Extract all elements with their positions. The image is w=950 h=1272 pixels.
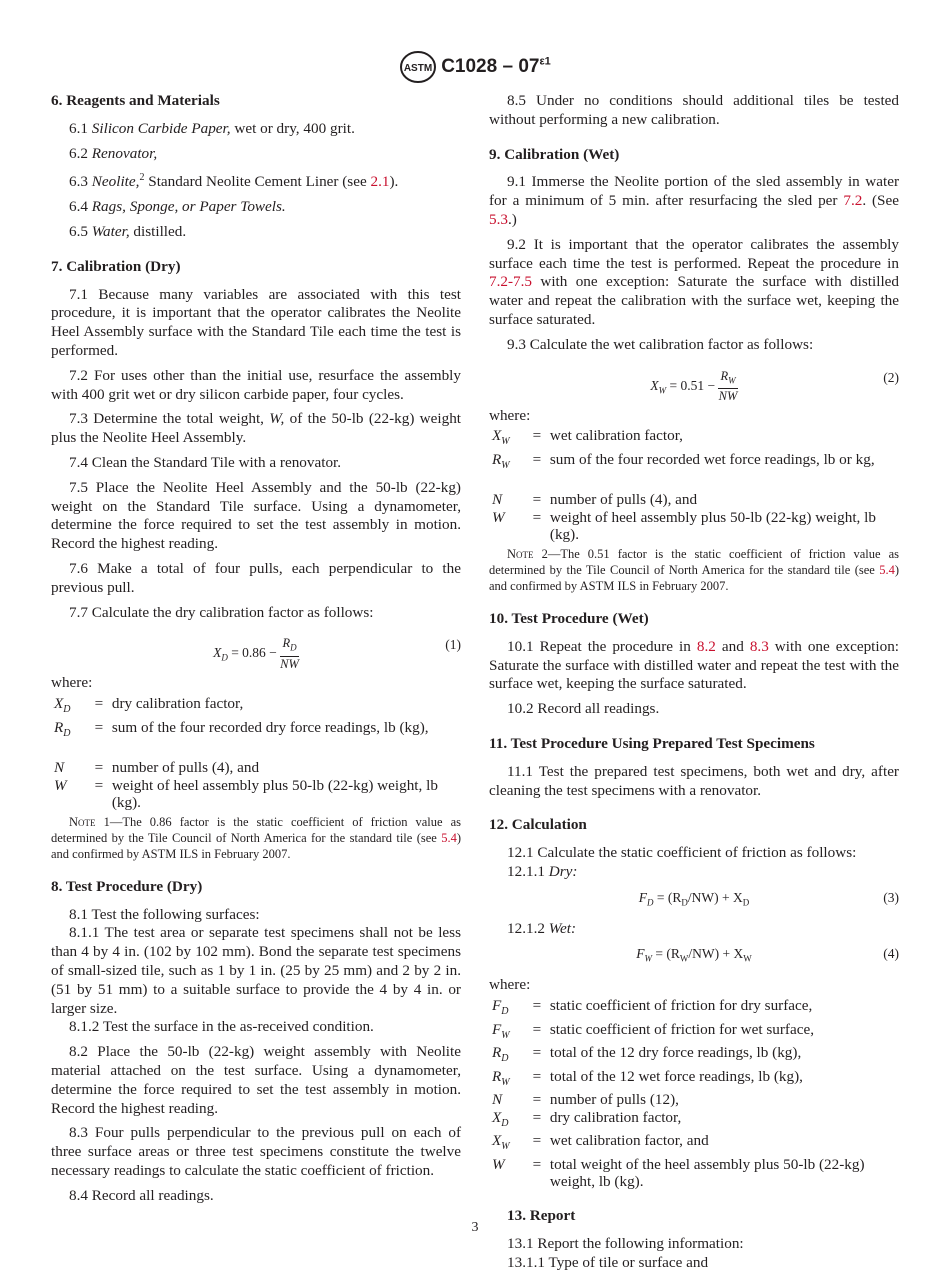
para-8-1-1: 8.1.1 The test area or separate test specimens shall not be less than 4 by 4 in. (102 by 102 mm). Bond the separate test specimens of small-sized tile, such as 1 by 1 in. (25 by 25 mm) and 2 by 2 in. (51 by 51 mm) to a suitable surface to provide the 4 by 4 in. or larger size. xyxy=(51,924,461,1017)
document-designation: $C1028 - 07^{\varepsilon 1}$ xyxy=(441,55,551,78)
para-13-1: 13.1 Report the following information: xyxy=(507,1234,744,1252)
para-7-3: 7.3 Determine the total weight, W, of the 50-lb (22-kg) weight plus the Neolite Heel Assembly. xyxy=(51,410,462,447)
item-6-3: 6.3 Neolite,$^2$ Standard Neolite Cement Liner (see 2.1). xyxy=(69,172,399,191)
equation-2-number: (2) xyxy=(883,369,899,385)
ref-7-2-link[interactable]: 7.2 xyxy=(843,192,863,210)
ref-8-2-link[interactable]: 8.2 xyxy=(696,637,716,655)
where-label-3: where: xyxy=(489,976,531,994)
symbol-row: $F_W$ = static coefficient of friction for wet surface, xyxy=(492,1020,815,1041)
para-7-6: 7.6 Make a total of four pulls, each perpendicular to the previous pull. xyxy=(51,560,461,596)
ref-5-3-link[interactable]: 5.3 xyxy=(489,210,508,228)
where-label-2: where: xyxy=(489,406,531,424)
ref-7-2-7-5-link[interactable]: 7.2-7.5 xyxy=(489,273,533,291)
symbol-row: W = weight of heel assembly plus 50-lb (22-kg) weight, lb (kg). xyxy=(54,776,438,812)
item-6-4: 6.4 Rags, Sponge, or Paper Towels. xyxy=(69,198,286,216)
para-9-2: 9.2 It is important that the operator calibrates the assembly surface each time the test is performed. Repeat the procedure in 7.2-7.5 with one exception: Saturate the surface with distilled water and repeat the calibration with the surface wet, keeping the surface saturated. xyxy=(489,235,899,328)
equation-1-number: (1) xyxy=(445,637,461,653)
right-column xyxy=(489,92,899,1272)
para-8-1-2: 8.1.2 Test the surface in the as-received condition. xyxy=(69,1018,374,1036)
symbol-row: N = number of pulls (12), xyxy=(492,1091,679,1109)
ref-8-3-link[interactable]: 8.3 xyxy=(749,637,769,655)
symbol-row: $R_W$ = total of the 12 wet force readings, lb (kg), xyxy=(492,1067,803,1088)
para-12-1: 12.1 Calculate the static coefficient of friction as follows: xyxy=(507,844,857,862)
section-9-title: 9. Calibration (Wet) xyxy=(489,145,620,163)
note-2: Note 2—The 0.51 factor is the static coefficient of friction value as determined by the Tile Council of North America for the standard tile (see 5.4) and confirmed by ASTM ILS in February 2007. xyxy=(489,546,899,593)
section-7-title: 7. Calibration (Dry) xyxy=(51,257,181,275)
para-9-3: 9.3 Calculate the wet calibration factor as follows: xyxy=(507,335,814,353)
section-11-title: 11. Test Procedure Using Prepared Test Specimens xyxy=(489,734,815,752)
symbol-row: W = total weight of the heel assembly plus 50-lb (22-kg) weight, lb (kg). xyxy=(492,1155,865,1191)
equation-3-number: (3) xyxy=(883,889,899,905)
equation-4-number: (4) xyxy=(883,946,899,962)
ref-2-1-link[interactable]: 2.1 xyxy=(370,173,390,191)
para-10-1: 10.1 Repeat the procedure in 8.2 and 8.3 with one exception: Saturate the surface with distilled water and repeat the test with the surface wet, keeping the surface saturated. xyxy=(489,637,900,693)
svg-text:ASTM: ASTM xyxy=(404,63,433,74)
where-label-1: where: xyxy=(51,674,93,692)
ref-5-4-link[interactable]: 5.4 xyxy=(441,830,457,845)
para-8-4: 8.4 Record all readings. xyxy=(69,1186,214,1204)
note-1: Note 1—The 0.86 factor is the static coefficient of friction value as determined by the Tile Council of North America for the standard tile (see 5.4) and confirmed by ASTM ILS in February 2007. xyxy=(51,814,461,861)
symbol-row: W = weight of heel assembly plus 50-lb (22-kg) weight, lb (kg). xyxy=(492,508,876,544)
para-7-2: 7.2 For uses other than the initial use, resurface the assembly with 400 grit wet or dry silicon carbide paper, four cycles. xyxy=(51,366,461,403)
para-7-1: 7.1 Because many variables are associated with this test procedure, it is important that the operator calibrates the Neolite Heel Assembly surface with the Standard Tile each time the test is performed. xyxy=(51,285,461,360)
symbol-row: N = number of pulls (4), and xyxy=(492,491,698,509)
page-header xyxy=(0,50,950,84)
section-8-title: 8. Test Procedure (Dry) xyxy=(51,877,203,895)
para-13-1-1: 13.1.1 Type of tile or surface and xyxy=(507,1253,709,1271)
section-13-title: 13. Report xyxy=(507,1206,576,1224)
symbol-row: $X_W$ = wet calibration factor, xyxy=(492,427,683,448)
symbol-row: $R_D$ = sum of the four recorded dry force readings, lb (kg), xyxy=(54,718,429,739)
astm-logo-icon xyxy=(399,50,437,84)
ref-5-4-link[interactable]: 5.4 xyxy=(879,562,895,577)
equation-3: $F_D = (R_D/NW) + X_D$ (3) xyxy=(638,889,899,908)
para-11-1: 11.1 Test the prepared test specimens, both wet and dry, after cleaning the test specimens with a renovator. xyxy=(489,762,899,799)
para-12-1-2: 12.1.2 Wet: xyxy=(507,919,577,937)
symbol-row: $R_D$ = total of the 12 dry force readings, lb (kg), xyxy=(492,1044,802,1065)
item-6-5: 6.5 Water, distilled. xyxy=(69,223,187,241)
equation-4: $F_W = (R_W/NW) + X_W$ (4) xyxy=(636,946,899,965)
equation-1: $X_D = 0.86$ − $\frac{R_D}{NW}$ (1) xyxy=(213,636,461,671)
para-8-2: 8.2 Place the 50-lb (22-kg) weight assembly with Neolite material attached on the test surface. Using a dynamometer, determine the force required to set the test assembly in motion. Record the highest reading. xyxy=(51,1043,461,1117)
para-8-3: 8.3 Four pulls perpendicular to the previous pull on each of three surface areas or three test specimens constitute the twelve necessary readings to calculate the static coefficient of friction. xyxy=(51,1124,461,1179)
section-12-title: 12. Calculation xyxy=(489,816,587,834)
page-number: 3 xyxy=(471,1220,479,1235)
left-column xyxy=(51,92,461,1212)
equation-2: $X_W = 0.51$ − $\frac{R_W}{NW}$ (2) xyxy=(650,368,899,404)
symbol-row: $X_D$ = dry calibration factor, xyxy=(492,1108,682,1129)
symbol-list-3 xyxy=(492,997,899,1191)
para-12-1-1: 12.1.1 Dry: xyxy=(507,862,578,880)
para-7-4: 7.4 Clean the Standard Tile with a renovator. xyxy=(69,454,342,472)
symbol-row: $R_W$ = sum of the four recorded wet force readings, lb or kg, xyxy=(492,450,875,471)
item-6-1: 6.1 Silicon Carbide Paper, wet or dry, 400 grit. xyxy=(69,119,355,137)
symbol-row: N = number of pulls (4), and xyxy=(54,759,260,777)
symbol-list-2 xyxy=(492,427,899,544)
para-10-2: 10.2 Record all readings. xyxy=(507,700,660,718)
para-8-5: 8.5 Under no conditions should additional tiles be tested without performing a new calibration. xyxy=(489,92,899,128)
section-6-title: 6. Reagents and Materials xyxy=(51,92,220,109)
symbol-row: $F_D$ = static coefficient of friction for dry surface, xyxy=(492,997,813,1018)
item-6-2: 6.2 Renovator, xyxy=(69,144,158,162)
para-9-1: 9.1 Immerse the Neolite portion of the sled assembly in water for a minimum of 5 min. after resurfacing the sled per 7.2. (See 5.3.) xyxy=(489,173,899,228)
symbol-row: $X_D$ = dry calibration factor, xyxy=(54,695,244,716)
section-10-title: 10. Test Procedure (Wet) xyxy=(489,609,649,627)
symbol-row: $X_W$ = wet calibration factor, and xyxy=(492,1132,709,1153)
para-8-1: 8.1 Test the following surfaces: xyxy=(69,905,260,923)
symbol-list-1 xyxy=(54,695,461,812)
para-7-5: 7.5 Place the Neolite Heel Assembly and the 50-lb (22-kg) weight on the Standard Tile surface. Using a dynamometer, determine the force required to set the test assembly in motion. Record the highest reading. xyxy=(51,478,461,553)
para-7-7: 7.7 Calculate the dry calibration factor as follows: xyxy=(69,603,374,621)
